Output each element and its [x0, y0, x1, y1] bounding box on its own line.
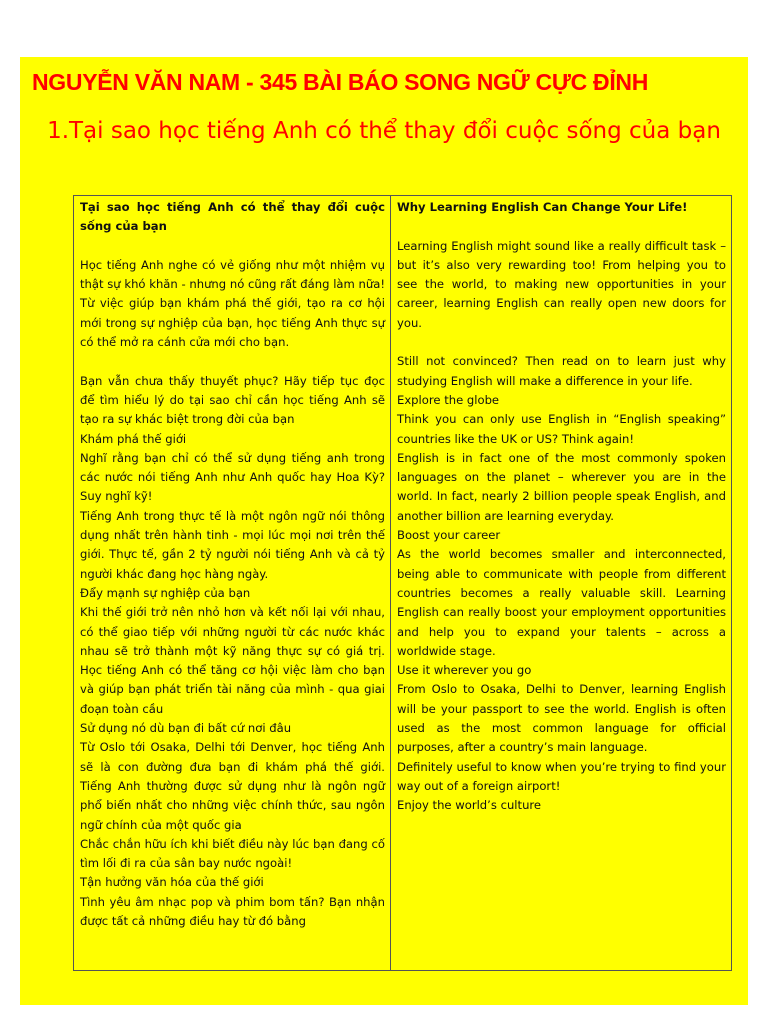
english-column [391, 196, 732, 971]
vi-column-title: Tại sao học tiếng Anh có thể thay đổi cuộc sống của bạn [80, 200, 385, 234]
document-header: NGUYỄN VĂN NAM - 345 BÀI BÁO SONG NGỮ CỰC ĐỈNH [32, 69, 649, 95]
en-paragraph: English is in fact one of the most commonly spoken languages on the planet – wherever you are in the world. In fact, nearly 2 billion people speak English, and another billion are learning everyday. [397, 450, 726, 523]
table-row [74, 196, 732, 971]
vietnamese-column [74, 196, 391, 971]
spacer [80, 237, 385, 256]
vi-subheading: Sử dụng nó dù bạn đi bất cứ nơi đâu [80, 721, 292, 736]
vi-paragraph: Nghĩ rằng bạn chỉ có thể sử dụng tiếng anh trong các nước nói tiếng Anh như Anh quốc hay Hoa Kỳ? Suy nghĩ kỹ! [80, 450, 385, 504]
vi-paragraph: Học tiếng Anh nghe có vẻ giống như một nhiệm vụ thật sự khó khăn - nhưng nó cũng rất đáng làm nữa! Từ việc giúp bạn khám phá thế giới, tạo ra cơ hội mới trong sự nghiệp của bạn, học tiếng Anh thực sự có thể mở ra cánh cửa mới cho bạn. [80, 257, 385, 350]
en-subheading: Boost your career [397, 528, 501, 543]
en-paragraph: From Oslo to Osaka, Delhi to Denver, learning English will be your passport to see the world. English is often used as the most common language for official purposes, after a country’s main language. [397, 682, 726, 755]
en-paragraph: Learning English might sound like a really difficult task – but it’s also very rewarding too! From helping you to see the world, to making new opportunities in your career, learning English can really open new doors for you. [397, 238, 726, 330]
vi-paragraph: Tiếng Anh trong thực tế là một ngôn ngữ nói thông dụng nhất trên hành tinh - mọi lúc mọi nơi trên thế giới. Thực tế, gần 2 tỷ người nói tiếng Anh và cả tỷ người khác đang học hàng ngày. [80, 508, 385, 581]
en-subheading: Enjoy the world’s culture [397, 798, 542, 813]
en-paragraph: Definitely useful to know when you’re trying to find your way out of a foreign airport! [397, 759, 726, 793]
spacer [397, 217, 726, 236]
vi-paragraph: Từ Oslo tới Osaka, Delhi tới Denver, học tiếng Anh sẽ là con đường đưa bạn đi khám phá thế giới. Tiếng Anh thường được sử dụng như là ngôn ngữ phổ biến nhất cho những việc chính thức, sau ngôn ngữ chính của một quốc gia [80, 740, 385, 832]
en-column-title: Why Learning English Can Change Your Life! [397, 200, 688, 214]
en-paragraph: As the world becomes smaller and interconnected, being able to communicate with people from different countries becomes a really valuable skill. Learning English can really boost your employment opportunities and help you to expand your talents – across a worldwide stage. [397, 547, 726, 658]
vi-paragraph: Bạn vẫn chưa thấy thuyết phục? Hãy tiếp tục đọc để tìm hiểu lý do tại sao chỉ cần học tiếng Anh sẽ tạo ra sự khác biệt trong đời của bạn [80, 373, 385, 427]
vi-subheading: Đẩy mạnh sự nghiệp của bạn [80, 585, 251, 600]
en-subheading: Use it wherever you go [397, 663, 532, 678]
vi-subheading: Khám phá thế giới [80, 431, 187, 446]
document-page [20, 57, 748, 1005]
en-paragraph: Think you can only use English in “English speaking” countries like the UK or US? Think again! [397, 412, 726, 446]
spacer [80, 352, 385, 371]
en-paragraph: Still not convinced? Then read on to learn just why studying English will make a difference in your life. [397, 354, 726, 388]
vi-paragraph: Tình yêu âm nhạc pop và phim bom tấn? Bạn nhận được tất cả những điều hay từ đó bằng [80, 894, 385, 928]
article-title: 1.Tại sao học tiếng Anh có thể thay đổi cuộc sống của bạn [47, 118, 721, 144]
vi-paragraph: Khi thế giới trở nên nhỏ hơn và kết nối lại với nhau, có thể giao tiếp với những người từ các nước khác nhau sẽ trở thành một kỹ năng thực sự có giá trị. Học tiếng Anh có thể tăng cơ hội việc làm cho bạn và giúp bạn phát triển tài năng của mình - qua giai đoạn toàn cầu [80, 605, 385, 716]
en-subheading: Explore the globe [397, 392, 500, 407]
bilingual-table [73, 195, 732, 971]
spacer [397, 333, 726, 352]
vi-paragraph: Chắc chắn hữu ích khi biết điều này lúc bạn đang cố tìm lối đi ra của sân bay nước ngoài! [80, 836, 385, 871]
vi-subheading: Tận hưởng văn hóa của thế giới [80, 875, 264, 890]
